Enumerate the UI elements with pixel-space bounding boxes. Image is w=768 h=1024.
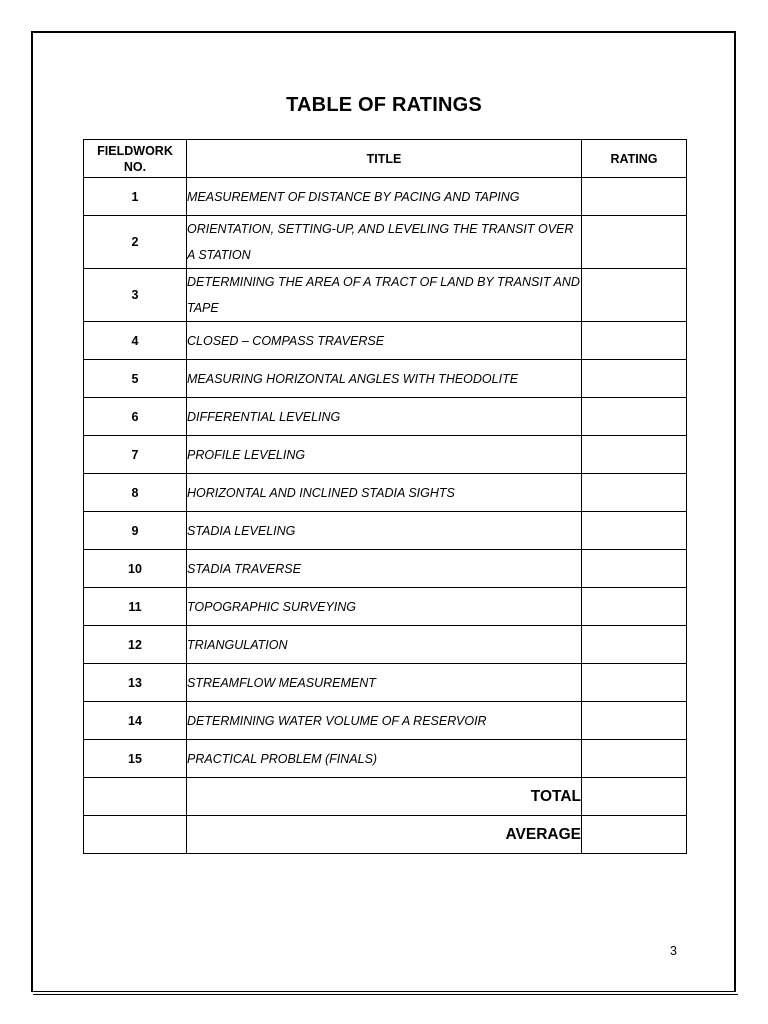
table-row bbox=[84, 664, 687, 702]
fieldwork-title: STADIA TRAVERSE bbox=[187, 550, 582, 588]
fieldwork-title: ORIENTATION, SETTING-UP, AND LEVELING THE TRANSIT OVER A STATION bbox=[187, 216, 582, 269]
fieldwork-title: PRACTICAL PROBLEM (FINALS) bbox=[187, 740, 582, 778]
rating-cell[interactable] bbox=[582, 550, 687, 588]
table-row bbox=[84, 398, 687, 436]
rating-cell[interactable] bbox=[582, 322, 687, 360]
average-rating-cell[interactable] bbox=[582, 816, 687, 854]
table-row bbox=[84, 216, 687, 269]
rating-cell[interactable] bbox=[582, 436, 687, 474]
header-title: TITLE bbox=[187, 140, 582, 178]
fieldwork-number: 4 bbox=[84, 322, 187, 360]
rating-cell[interactable] bbox=[582, 474, 687, 512]
table-row bbox=[84, 269, 687, 322]
table-row bbox=[84, 178, 687, 216]
table-row bbox=[84, 474, 687, 512]
average-row bbox=[84, 816, 687, 854]
total-blank-cell bbox=[84, 778, 187, 816]
fieldwork-number: 10 bbox=[84, 550, 187, 588]
fieldwork-number: 12 bbox=[84, 626, 187, 664]
fieldwork-number: 8 bbox=[84, 474, 187, 512]
total-row bbox=[84, 778, 687, 816]
fieldwork-number: 14 bbox=[84, 702, 187, 740]
fieldwork-title: STADIA LEVELING bbox=[187, 512, 582, 550]
fieldwork-title: TOPOGRAPHIC SURVEYING bbox=[187, 588, 582, 626]
fieldwork-number: 9 bbox=[84, 512, 187, 550]
page-number: 3 bbox=[670, 944, 677, 958]
fieldwork-number: 13 bbox=[84, 664, 187, 702]
table-row bbox=[84, 740, 687, 778]
fieldwork-title: PROFILE LEVELING bbox=[187, 436, 582, 474]
rating-cell[interactable] bbox=[582, 740, 687, 778]
fieldwork-title: DETERMINING THE AREA OF A TRACT OF LAND BY TRANSIT AND TAPE bbox=[187, 269, 582, 322]
fieldwork-title: TRIANGULATION bbox=[187, 626, 582, 664]
rating-cell[interactable] bbox=[582, 178, 687, 216]
table-row bbox=[84, 550, 687, 588]
rating-cell[interactable] bbox=[582, 702, 687, 740]
rating-cell[interactable] bbox=[582, 512, 687, 550]
fieldwork-title: MEASUREMENT OF DISTANCE BY PACING AND TAPING bbox=[187, 178, 582, 216]
rating-cell[interactable] bbox=[582, 664, 687, 702]
fieldwork-title: MEASURING HORIZONTAL ANGLES WITH THEODOLITE bbox=[187, 360, 582, 398]
ratings-table bbox=[83, 139, 687, 854]
fieldwork-number: 3 bbox=[84, 269, 187, 322]
fieldwork-number: 2 bbox=[84, 216, 187, 269]
fieldwork-number: 6 bbox=[84, 398, 187, 436]
table-row bbox=[84, 322, 687, 360]
fieldwork-title: HORIZONTAL AND INCLINED STADIA SIGHTS bbox=[187, 474, 582, 512]
rating-cell[interactable] bbox=[582, 269, 687, 322]
fieldwork-number: 5 bbox=[84, 360, 187, 398]
table-row bbox=[84, 436, 687, 474]
table-row bbox=[84, 512, 687, 550]
fieldwork-title: DIFFERENTIAL LEVELING bbox=[187, 398, 582, 436]
header-rating: RATING bbox=[582, 140, 687, 178]
table-header-row bbox=[84, 140, 687, 178]
average-blank-cell bbox=[84, 816, 187, 854]
page-title: TABLE OF RATINGS bbox=[286, 94, 482, 116]
fieldwork-number: 11 bbox=[84, 588, 187, 626]
rating-cell[interactable] bbox=[582, 626, 687, 664]
fieldwork-title: STREAMFLOW MEASUREMENT bbox=[187, 664, 582, 702]
table-row bbox=[84, 360, 687, 398]
average-label: AVERAGE bbox=[187, 816, 582, 854]
fieldwork-number: 1 bbox=[84, 178, 187, 216]
rating-cell[interactable] bbox=[582, 398, 687, 436]
rating-cell[interactable] bbox=[582, 360, 687, 398]
table-row bbox=[84, 702, 687, 740]
fieldwork-title: DETERMINING WATER VOLUME OF A RESERVOIR bbox=[187, 702, 582, 740]
fieldwork-title: CLOSED – COMPASS TRAVERSE bbox=[187, 322, 582, 360]
page-border-bottom bbox=[33, 994, 738, 995]
header-fieldwork-no bbox=[84, 140, 187, 178]
rating-cell[interactable] bbox=[582, 588, 687, 626]
table-body bbox=[84, 178, 687, 854]
fieldwork-number: 15 bbox=[84, 740, 187, 778]
total-label: TOTAL bbox=[187, 778, 582, 816]
fieldwork-number: 7 bbox=[84, 436, 187, 474]
rating-cell[interactable] bbox=[582, 216, 687, 269]
table-row bbox=[84, 588, 687, 626]
table-row bbox=[84, 626, 687, 664]
header-fieldwork-no-label: FIELDWORK NO. bbox=[97, 143, 173, 174]
total-rating-cell[interactable] bbox=[582, 778, 687, 816]
